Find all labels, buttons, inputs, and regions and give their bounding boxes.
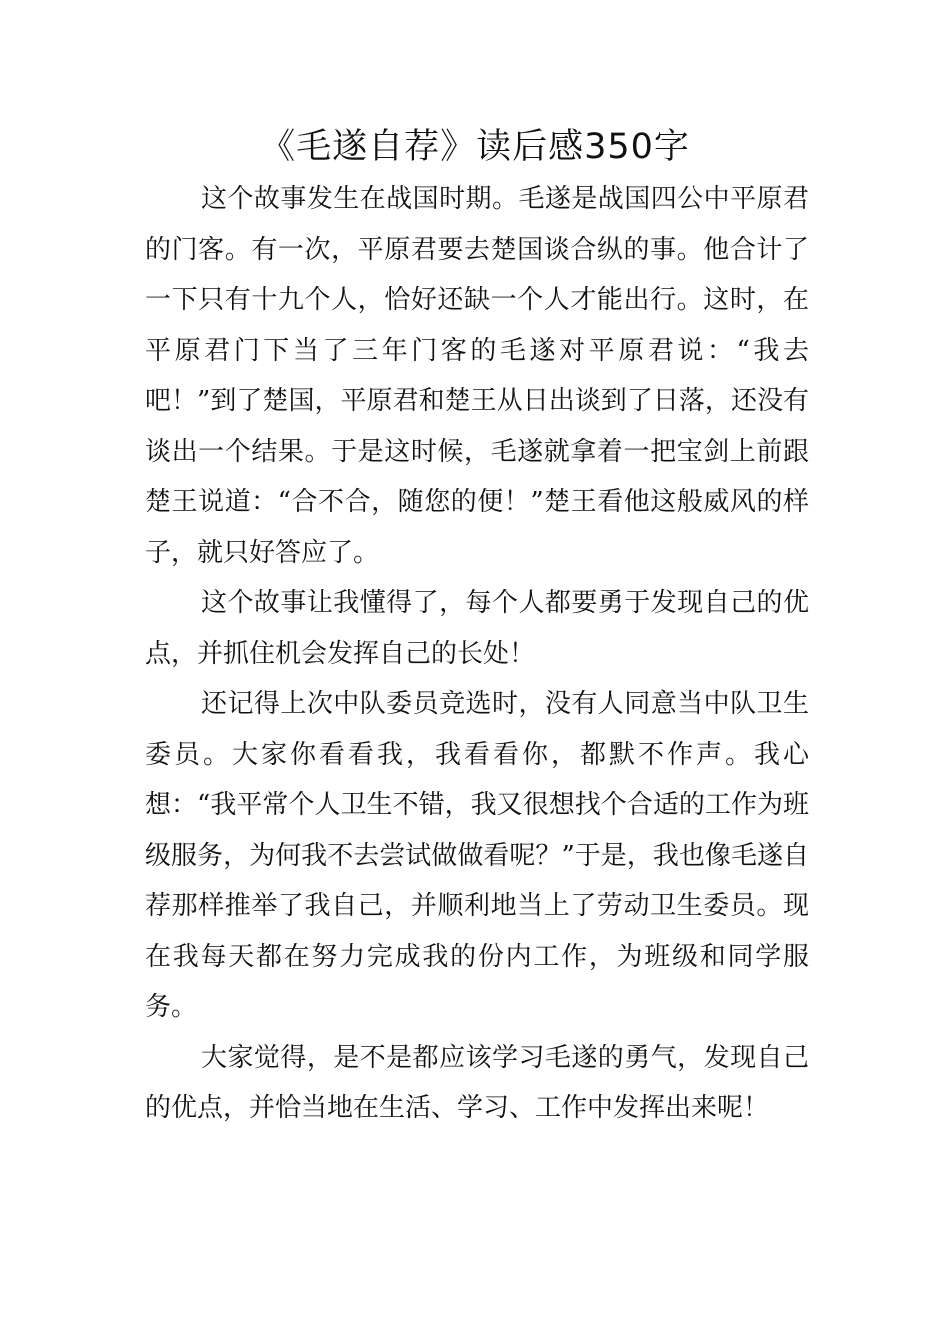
paragraph-2: 这个故事让我懂得了，每个人都要勇于发现自己的优点，并抓住机会发挥自己的长处！ — [145, 588, 809, 669]
document-title: 《毛遂自荐》读后感350字 — [260, 127, 690, 167]
paragraph-1: 这个故事发生在战国时期。毛遂是战国四公中平原君的门客。有一次，平原君要去楚国谈合纵的事。他合计了一下只有十九个人，恰好还缺一个人才能出行。这时，在平原君门下当了三年门客的毛遂对平原君说：“我去吧！”到了楚国，平原君和楚王从日出谈到了日落，还没有谈出一个结果。于是这时候，毛遂就拿着一把宝剑上前跟楚王说道：“合不合，随您的便！”楚王看他这般威风的样子，就只好答应了。 — [145, 184, 809, 568]
paragraph-3: 还记得上次中队委员竞选时，没有人同意当中队卫生委员。大家你看看我，我看看你，都默不作声。我心想：“我平常个人卫生不错，我又很想找个合适的工作为班级服务，为何我不去尝试做做看呢？”于是，我也像毛遂自荐那样推举了我自己，并顺利地当上了劳动卫生委员。现在我每天都在努力完成我的份内工作，为班级和同学服务。 — [145, 689, 809, 1022]
paragraph-4: 大家觉得，是不是都应该学习毛遂的勇气，发现自己的优点，并恰当地在生活、学习、工作中发挥出来呢！ — [145, 1042, 809, 1123]
document-body — [145, 174, 809, 1134]
